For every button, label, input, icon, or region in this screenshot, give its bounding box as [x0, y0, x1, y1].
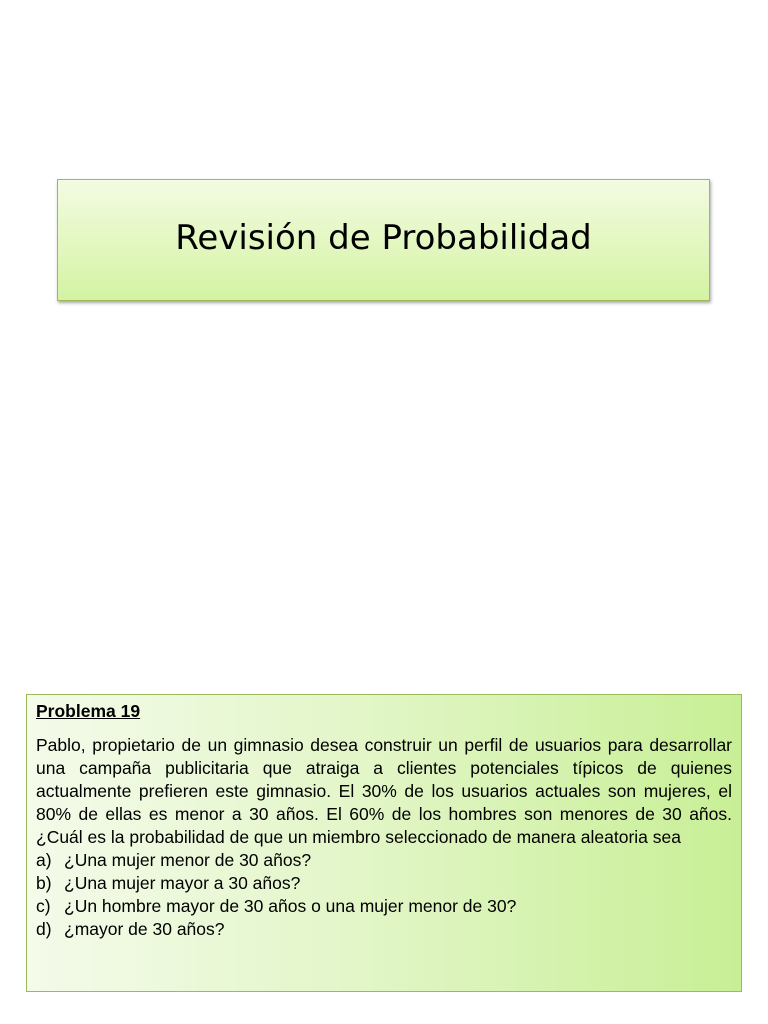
question-text: ¿mayor de 30 años? — [64, 919, 225, 939]
slide-title: Revisión de Probabilidad — [175, 218, 592, 258]
question-item-c — [36, 895, 732, 918]
question-item-a — [36, 849, 732, 872]
problem-statement: Pablo, propietario de un gimnasio desea construir un perfil de usuarios para desarrollar una campaña publicitaria que atraiga a clientes potenciales típicos de quienes actualmente prefieren este gimnasio. El 30% de los usuarios actuales son mujeres, el 80% de ellas es menor a 30 años. El 60% de los hombres son menores de 30 años. ¿Cuál es la probabilidad de que un miembro seleccionado de manera aleatoria sea — [36, 735, 732, 847]
question-text: ¿Una mujer mayor a 30 años? — [64, 873, 301, 893]
question-item-b — [36, 872, 732, 895]
problem-heading: Problema 19 — [36, 701, 141, 721]
question-item-d — [36, 918, 732, 941]
question-marker: b) — [36, 873, 52, 893]
problem-box — [26, 694, 742, 992]
question-marker: c) — [36, 896, 51, 916]
title-slide-box — [57, 179, 710, 301]
question-text: ¿Un hombre mayor de 30 años o una mujer menor de 30? — [64, 896, 517, 916]
question-text: ¿Una mujer menor de 30 años? — [64, 850, 312, 870]
question-marker: a) — [36, 850, 52, 870]
question-marker: d) — [36, 919, 52, 939]
question-list — [36, 849, 732, 941]
